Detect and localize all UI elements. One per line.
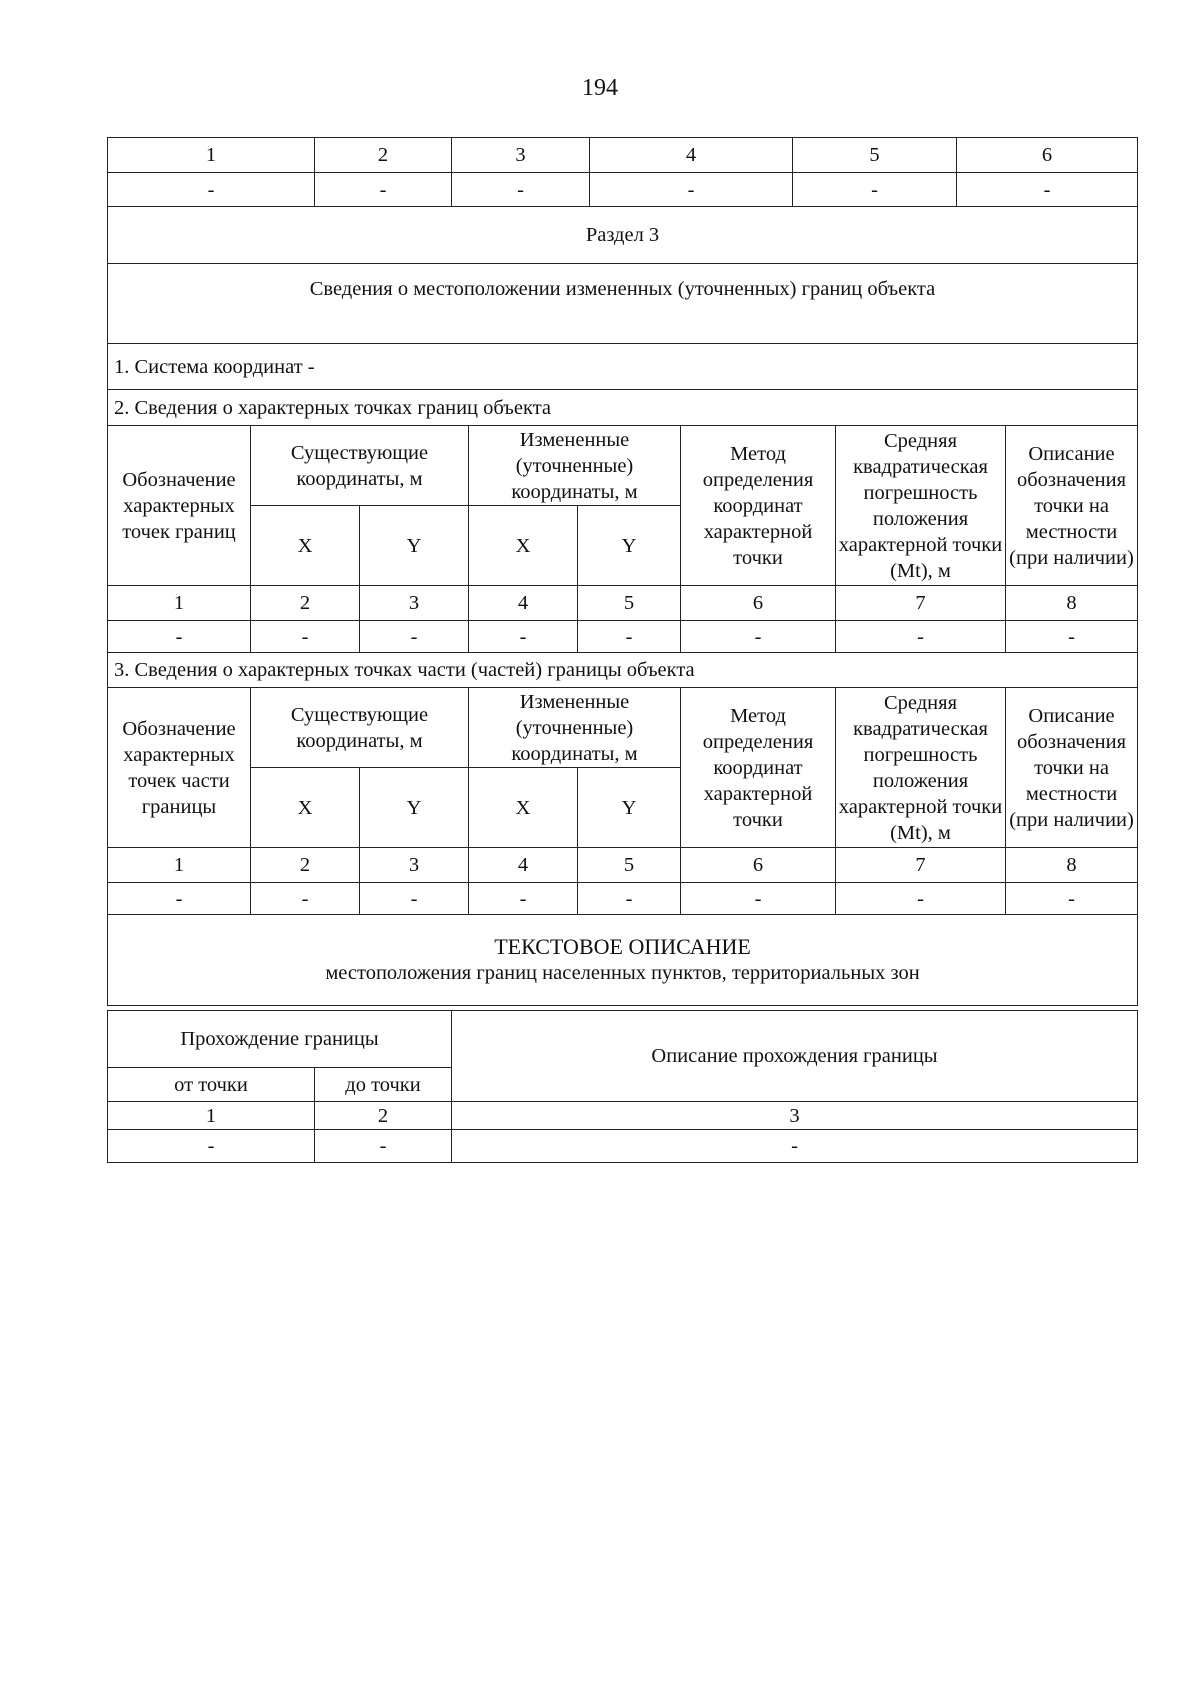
parts-section-title: 3. Сведения о характерных точках части (частей) границы объекта xyxy=(108,653,1138,688)
table-row xyxy=(108,264,1138,344)
header-y: Y xyxy=(578,506,681,586)
header-passage-description: Описание прохождения границы xyxy=(452,1011,1138,1102)
column-number: 5 xyxy=(793,138,957,173)
table-row xyxy=(108,1102,1138,1130)
column-number: 2 xyxy=(315,1102,452,1130)
table-row xyxy=(108,426,1138,506)
column-number: 4 xyxy=(469,586,578,621)
column-number: 2 xyxy=(251,848,360,883)
page-number: 194 xyxy=(582,75,618,101)
header-error: Средняя квадратическая погрешность положения характерной точки (Mt), м xyxy=(836,688,1006,848)
header-existing-coordinates: Существующие координаты, м xyxy=(251,688,469,768)
column-number: 3 xyxy=(452,138,590,173)
table-cell: - xyxy=(360,621,469,653)
header-x: X xyxy=(469,768,578,848)
header-method: Метод определения координат характерной точки xyxy=(681,688,836,848)
section-subtitle: Сведения о местоположении измененных (уточненных) границ объекта xyxy=(108,264,1138,344)
table-cell: - xyxy=(108,1130,315,1163)
coordinate-system: 1. Система координат - xyxy=(108,344,1138,390)
table-cell: - xyxy=(578,621,681,653)
table-row xyxy=(108,915,1138,1006)
table-cell: - xyxy=(836,883,1006,915)
table-cell: - xyxy=(452,173,590,207)
column-number: 1 xyxy=(108,138,315,173)
text-description-subtitle: местоположения границ населенных пунктов, территориальных зон xyxy=(325,962,920,984)
header-method: Метод определения координат характерной точки xyxy=(681,426,836,586)
table-row xyxy=(108,173,1138,207)
header-changed-coordinates: Измененные (уточненные) координаты, м xyxy=(469,688,681,768)
column-number: 1 xyxy=(108,586,251,621)
table-row xyxy=(108,344,1138,390)
table-row xyxy=(108,1011,1138,1068)
table-cell: - xyxy=(469,883,578,915)
table-row xyxy=(108,207,1138,264)
table-cell: - xyxy=(578,883,681,915)
column-number: 6 xyxy=(957,138,1138,173)
table-cell: - xyxy=(251,621,360,653)
header-description: Описание обозначения точки на местности (при наличии) xyxy=(1006,688,1138,848)
column-number: 4 xyxy=(590,138,793,173)
table-cell: - xyxy=(1006,883,1138,915)
table-cell: - xyxy=(793,173,957,207)
table-row xyxy=(108,138,1138,173)
table-cell: - xyxy=(681,883,836,915)
column-number: 7 xyxy=(836,586,1006,621)
column-number: 5 xyxy=(578,586,681,621)
table-cell: - xyxy=(957,173,1138,207)
table-cell: - xyxy=(108,883,251,915)
header-x: X xyxy=(469,506,578,586)
column-number: 3 xyxy=(452,1102,1138,1130)
points-section-title: 2. Сведения о характерных точках границ объекта xyxy=(108,390,1138,426)
column-number: 6 xyxy=(681,586,836,621)
column-number: 1 xyxy=(108,1102,315,1130)
text-description-title: ТЕКСТОВОЕ ОПИСАНИЕ xyxy=(494,934,751,959)
column-number: 3 xyxy=(360,586,469,621)
column-number: 6 xyxy=(681,848,836,883)
table-row xyxy=(108,390,1138,426)
table-row xyxy=(108,848,1138,883)
column-number: 8 xyxy=(1006,586,1138,621)
table-row xyxy=(108,688,1138,768)
header-to-point: до точки xyxy=(315,1068,452,1102)
text-description-block xyxy=(108,915,1138,1006)
table-row xyxy=(108,621,1138,653)
header-description: Описание обозначения точки на местности (при наличии) xyxy=(1006,426,1138,586)
column-number: 4 xyxy=(469,848,578,883)
table-cell: - xyxy=(251,883,360,915)
table-row xyxy=(108,883,1138,915)
boundary-table xyxy=(107,1010,1138,1163)
column-number: 2 xyxy=(315,138,452,173)
table-cell: - xyxy=(315,173,452,207)
table-cell: - xyxy=(360,883,469,915)
header-from-point: от точки xyxy=(108,1068,315,1102)
section-header-table xyxy=(107,137,1138,426)
header-y: Y xyxy=(360,768,469,848)
table-cell: - xyxy=(1006,621,1138,653)
table-cell: - xyxy=(590,173,793,207)
header-error: Средняя квадратическая погрешность положения характерной точки (Mt), м xyxy=(836,426,1006,586)
header-designation: Обозначение характерных точек части границы xyxy=(108,688,251,848)
column-number: 2 xyxy=(251,586,360,621)
table-cell: - xyxy=(836,621,1006,653)
table-cell: - xyxy=(681,621,836,653)
section-title: Раздел 3 xyxy=(108,207,1138,264)
header-changed-coordinates: Измененные (уточненные) координаты, м xyxy=(469,426,681,506)
table-row xyxy=(108,1130,1138,1163)
header-existing-coordinates: Существующие координаты, м xyxy=(251,426,469,506)
table-cell: - xyxy=(108,173,315,207)
column-number: 5 xyxy=(578,848,681,883)
parts-table xyxy=(107,652,1138,1006)
header-x: X xyxy=(251,768,360,848)
table-cell: - xyxy=(469,621,578,653)
header-y: Y xyxy=(360,506,469,586)
table-cell: - xyxy=(108,621,251,653)
header-passage: Прохождение границы xyxy=(108,1011,452,1068)
column-number: 8 xyxy=(1006,848,1138,883)
table-row xyxy=(108,653,1138,688)
column-number: 7 xyxy=(836,848,1006,883)
header-designation: Обозначение характерных точек границ xyxy=(108,426,251,586)
column-number: 3 xyxy=(360,848,469,883)
table-cell: - xyxy=(315,1130,452,1163)
table-row xyxy=(108,586,1138,621)
table-cell: - xyxy=(452,1130,1138,1163)
header-x: X xyxy=(251,506,360,586)
column-number: 1 xyxy=(108,848,251,883)
points-table xyxy=(107,425,1138,653)
header-y: Y xyxy=(578,768,681,848)
